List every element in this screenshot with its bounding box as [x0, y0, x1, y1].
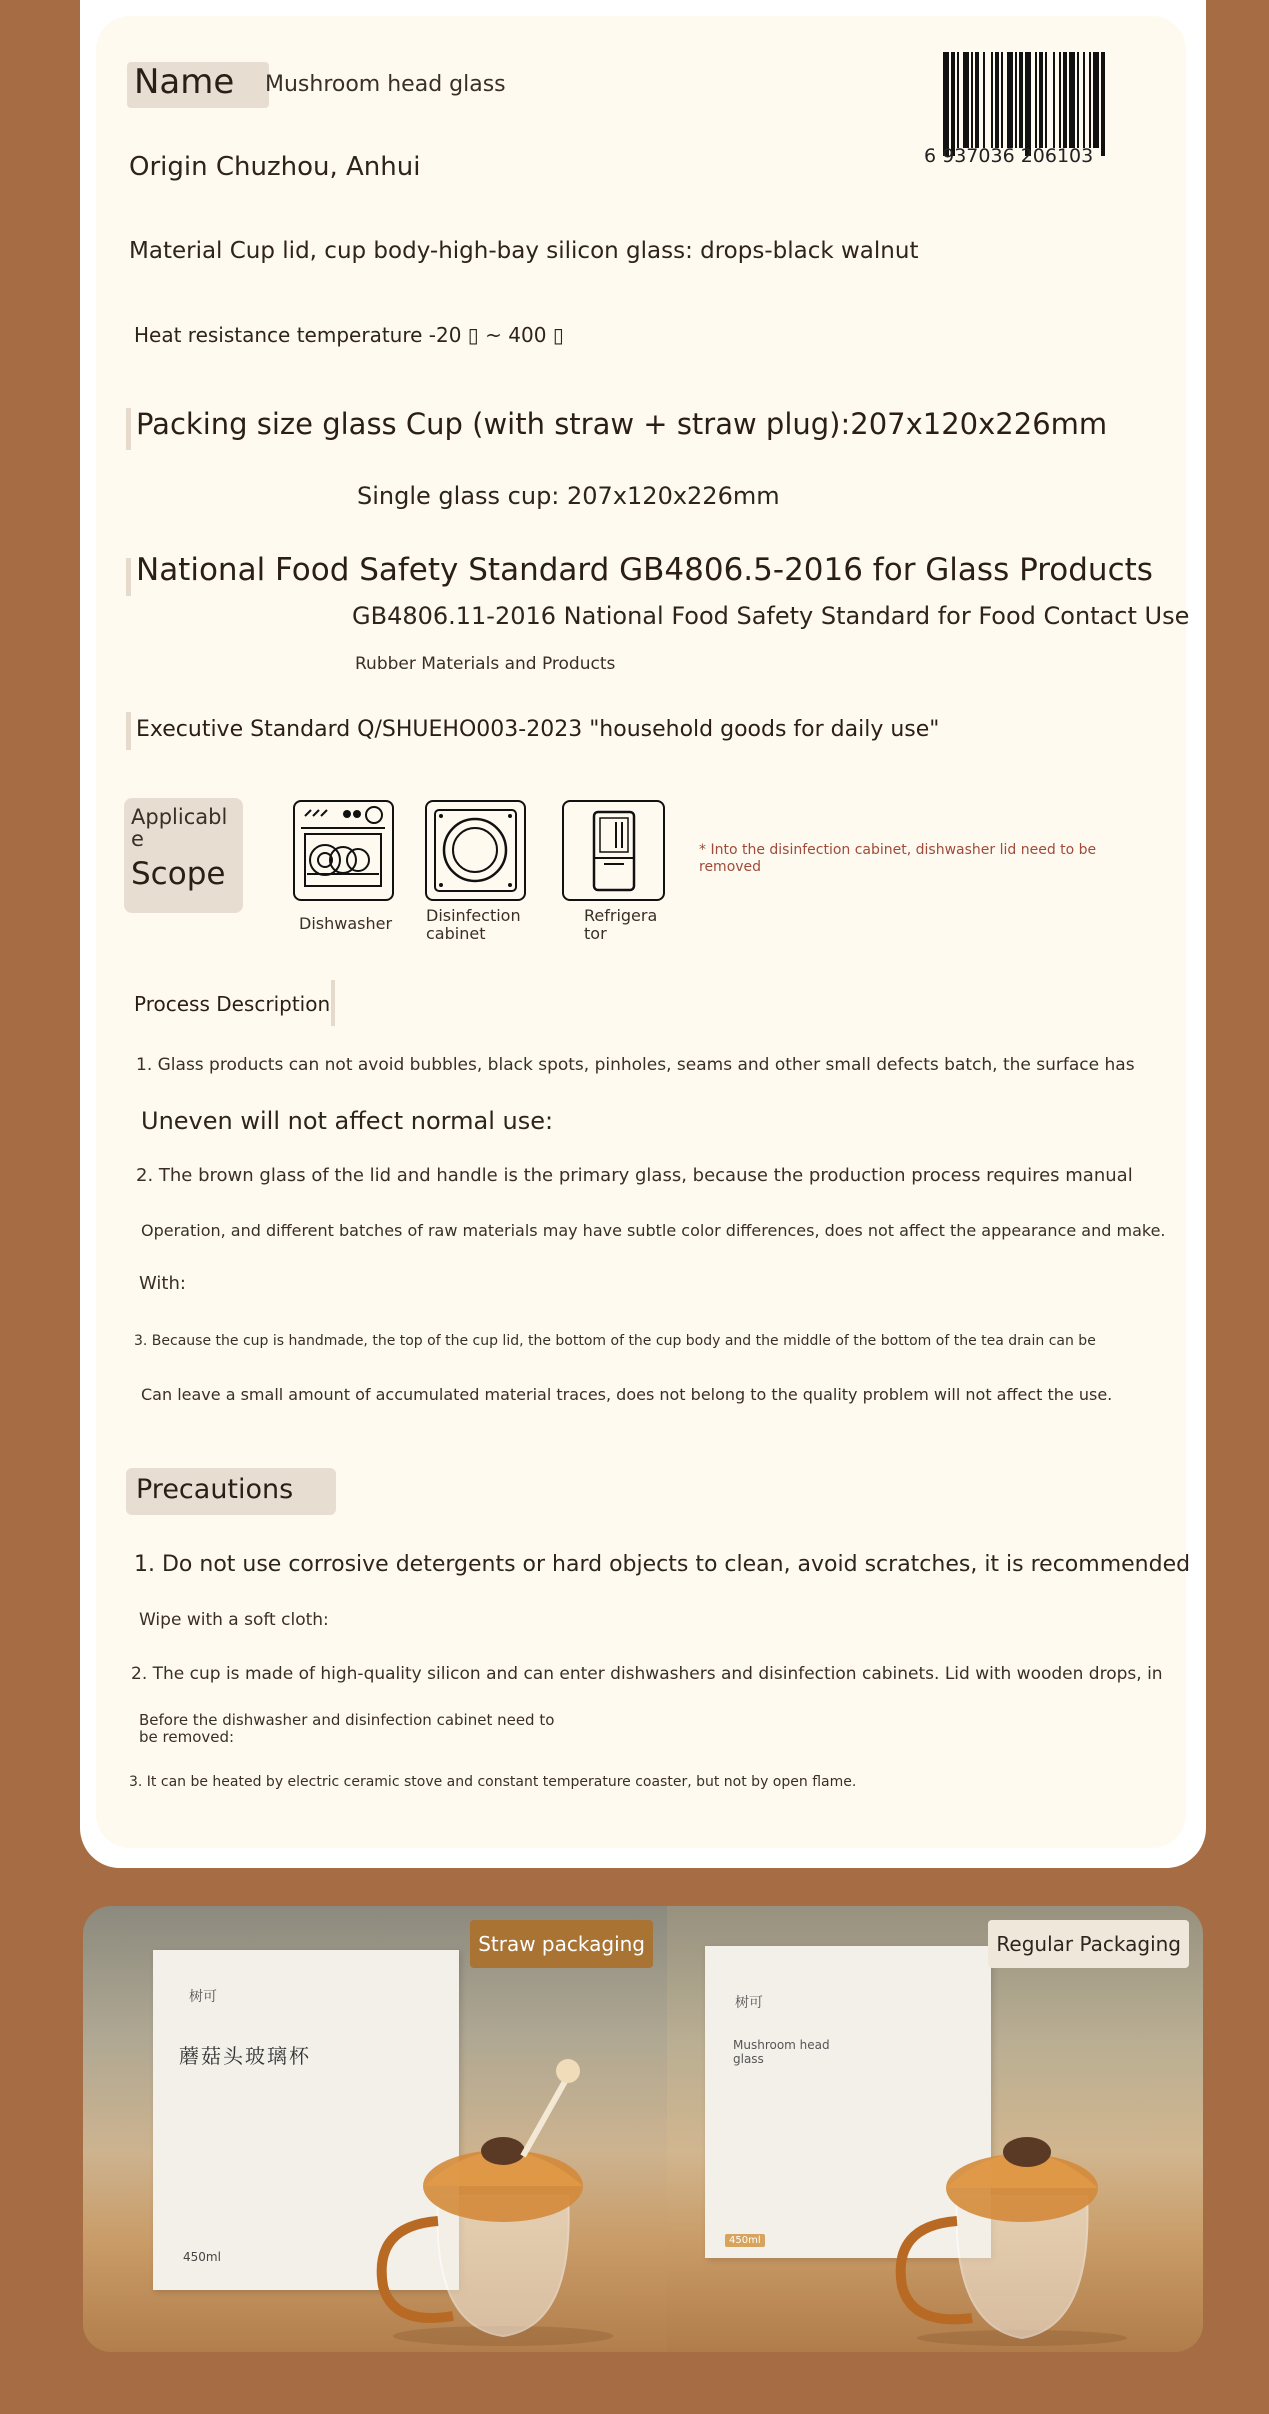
precautions-title: Precautions [136, 1474, 294, 1505]
process-line-6: 3. Because the cup is handmade, the top of the cup lid, the bottom of the cup body and the middle of the bottom of the tea drain can be [134, 1333, 1096, 1349]
scope-label-big: Scope [131, 856, 226, 892]
packing-text: Packing size glass Cup (with straw + straw plug):207x120x226mm [136, 407, 1108, 441]
name-value: Mushroom head glass [265, 72, 506, 97]
executive-text: Executive Standard Q/SHUEHO003-2023 "household goods for daily use" [136, 717, 940, 742]
precaution-line-4: Before the dishwasher and disinfection cabinet need to be removed: [139, 1711, 555, 1746]
regular-packaging-tag: Regular Packaging [988, 1920, 1189, 1968]
process-line-3: 2. The brown glass of the lid and handle is the primary glass, because the production process requires manual [136, 1165, 1133, 1186]
regular-cup-image [877, 2056, 1157, 2346]
process-line-4: Operation, and different batches of raw materials may have subtle color differences, does not affect the appearance and make. [141, 1221, 1166, 1240]
package-logo: 树可 [189, 1989, 217, 2005]
barcode-icon [941, 52, 1154, 156]
package-title-cn: 蘑菇头玻璃杯 [179, 2044, 311, 2068]
process-title: Process Description [134, 992, 331, 1016]
packing-single-text: Single glass cup: 207x120x226mm [357, 482, 780, 510]
material-text: Material Cup lid, cup body-high-bay silicon glass: drops-black walnut [129, 238, 919, 264]
package-volume: 450ml [183, 2250, 221, 2264]
name-label: Name [134, 62, 235, 102]
refrigerator-label: Refrigera tor [584, 906, 658, 943]
standard-2-text: GB4806.11-2016 National Food Safety Standard for Food Contact Use [352, 602, 1190, 630]
product-photos [83, 1906, 1203, 2352]
standard-bar [126, 558, 131, 596]
precaution-line-3: 2. The cup is made of high-quality silicon and can enter dishwashers and disinfection cabinets. Lid with wooden drops, in [131, 1664, 1163, 1684]
process-bar [331, 980, 335, 1026]
barcode-number: 6 937036 206103 [924, 145, 1094, 167]
precaution-line-5: 3. It can be heated by electric ceramic stove and constant temperature coaster, but not by open flame. [129, 1774, 857, 1790]
refrigerator-icon [562, 800, 665, 901]
packing-bar [126, 408, 131, 450]
scope-label-small: Applicabl e [131, 805, 228, 851]
package-logo: 树可 [735, 1995, 763, 2011]
process-line-2: Uneven will not affect normal use: [141, 1107, 554, 1135]
straw-packaging-photo [83, 1906, 667, 2352]
package-title-en: Mushroom head glass [733, 2038, 830, 2066]
precaution-line-2: Wipe with a soft cloth: [139, 1610, 329, 1630]
package-volume-badge: 450ml [725, 2234, 765, 2247]
precaution-line-1: 1. Do not use corrosive detergents or hard objects to clean, avoid scratches, it is recommended [134, 1552, 1191, 1577]
process-line-5: With: [139, 1273, 186, 1294]
standard-3-text: Rubber Materials and Products [355, 654, 616, 674]
process-line-1: 1. Glass products can not avoid bubbles, black spots, pinholes, seams and other small defects batch, the surface has [136, 1055, 1135, 1075]
process-line-7: Can leave a small amount of accumulated material traces, does not belong to the quality problem will not affect the use. [141, 1385, 1113, 1404]
standard-1-text: National Food Safety Standard GB4806.5-2016 for Glass Products [136, 552, 1153, 588]
regular-packaging-photo [667, 1906, 1203, 2352]
origin-text: Origin Chuzhou, Anhui [129, 152, 421, 182]
executive-bar [126, 712, 131, 750]
disinfection-cabinet-icon [425, 800, 526, 901]
scope-note: * Into the disinfection cabinet, dishwasher lid need to be removed [699, 842, 1097, 875]
disinfection-cabinet-label: Disinfection cabinet [426, 906, 521, 943]
straw-cup-image [353, 2046, 653, 2346]
dishwasher-label: Dishwasher [299, 914, 393, 933]
straw-packaging-tag: Straw packaging [470, 1920, 653, 1968]
heat-text: Heat resistance temperature -20 ▯ ~ 400 ▯ [134, 323, 564, 347]
dishwasher-icon [293, 800, 394, 901]
